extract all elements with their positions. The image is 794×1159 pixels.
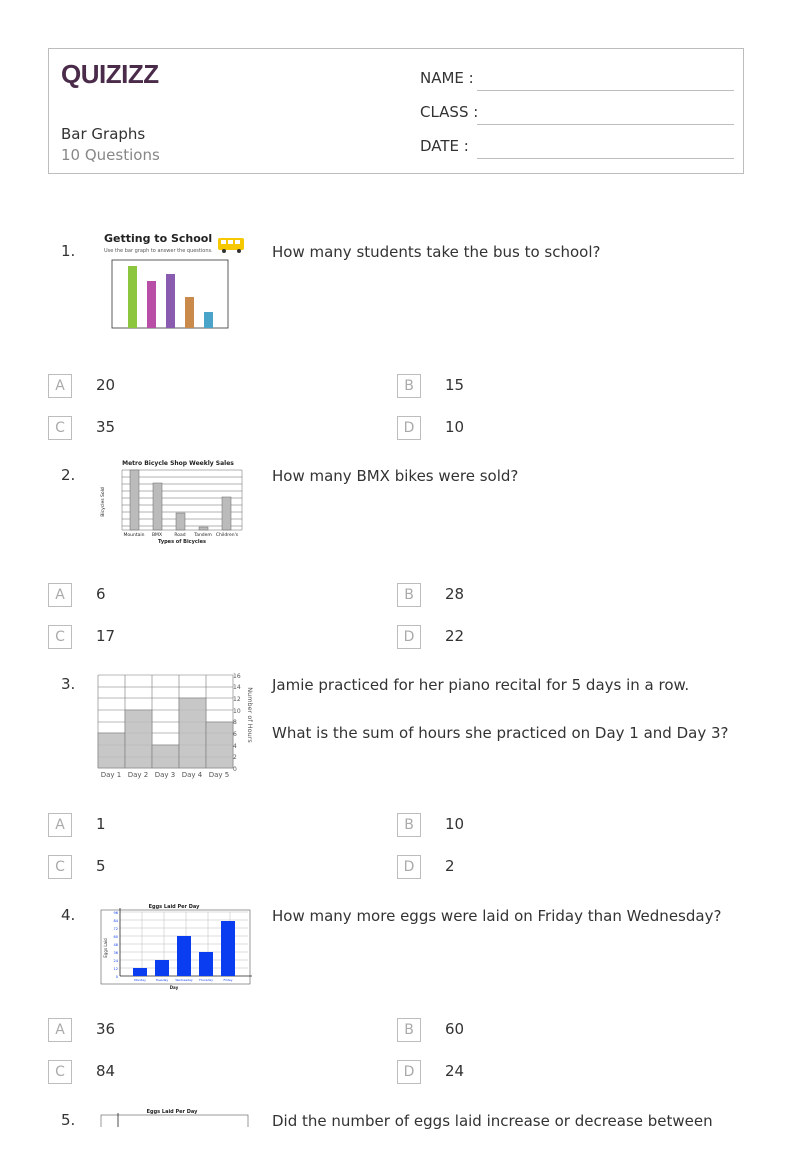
- option-letter: B: [397, 813, 421, 837]
- bar: [199, 527, 208, 530]
- question-number: 5.: [61, 1111, 76, 1129]
- bar: [222, 497, 231, 530]
- bar: [133, 968, 147, 976]
- y-axis-label: Number of Hours: [246, 687, 254, 743]
- graph-title: Eggs Laid Per Day: [146, 1109, 198, 1115]
- question-number: 1.: [61, 242, 76, 260]
- tick-label: Friday: [223, 978, 233, 982]
- question-number: 4.: [61, 906, 76, 924]
- option-letter: C: [48, 416, 72, 440]
- getting-to-school-bar-graph: [96, 232, 252, 348]
- option-value: 6: [96, 585, 106, 603]
- option-letter: D: [397, 416, 421, 440]
- tick-label: Tandem: [194, 533, 212, 538]
- option-value: 1: [96, 815, 106, 833]
- tick-label: 8: [233, 719, 237, 726]
- option-letter: B: [397, 374, 421, 398]
- option-letter: D: [397, 625, 421, 649]
- option-value: 2: [445, 857, 455, 875]
- school-bus-icon: [218, 238, 244, 253]
- option-value: 28: [445, 585, 465, 603]
- class-label: CLASS :: [420, 103, 479, 121]
- tick-label: 36: [113, 951, 118, 955]
- question-line: How many more eggs were laid on Friday than Wednesday?: [272, 907, 722, 925]
- question-number: 3.: [61, 675, 76, 693]
- question-line: Jamie practiced for her piano recital for 5 days in a row.: [272, 676, 690, 694]
- question-text: [272, 242, 732, 290]
- tick-label: Thursday: [199, 978, 213, 982]
- tick-label: 96: [113, 911, 118, 915]
- x-axis-label: Types of Bicycles: [158, 539, 206, 545]
- bar: [204, 312, 213, 328]
- plot-frame: [101, 1115, 248, 1127]
- question-line: What is the sum of hours she practiced on Day 1 and Day 3?: [272, 724, 729, 742]
- tick-label: 4: [233, 743, 237, 750]
- option-value: 84: [96, 1062, 116, 1080]
- bicycle-sales-bar-graph: [96, 456, 246, 548]
- x-axis-label: Day: [169, 985, 179, 990]
- question-count: 10 Questions: [61, 146, 160, 164]
- worksheet-title: Bar Graphs: [61, 125, 146, 143]
- tick-label: 14: [233, 684, 241, 691]
- option-value: 35: [96, 418, 116, 436]
- bar: [125, 710, 152, 768]
- bar: [176, 513, 185, 530]
- option-letter: C: [48, 1060, 72, 1084]
- eggs-laid-bar-graph: [100, 1107, 250, 1127]
- tick-label: Day 5: [208, 771, 230, 779]
- tick-label: 16: [233, 673, 241, 680]
- graph-title: Getting to School: [104, 232, 213, 245]
- tick-label: 2: [233, 754, 237, 761]
- option-value: 17: [96, 627, 116, 645]
- question-line: Did the number of eggs laid increase or decrease between: [272, 1112, 713, 1130]
- class-line: [477, 124, 734, 125]
- tick-label: Road: [174, 533, 186, 538]
- option-letter: D: [397, 1060, 421, 1084]
- option-value: 24: [445, 1062, 465, 1080]
- bar: [130, 470, 139, 530]
- tick-label: BMX: [151, 533, 163, 538]
- tick-label: Monday: [134, 978, 146, 982]
- bar: [152, 745, 179, 768]
- tick-label: 72: [113, 927, 118, 931]
- tick-label: Day 1: [100, 771, 122, 779]
- date-label: DATE :: [420, 137, 469, 155]
- quizizz-logo: QUIZIZZ: [61, 59, 159, 89]
- tick-label: Day 4: [181, 771, 203, 779]
- name-label: NAME :: [420, 69, 474, 87]
- question-number: 2.: [61, 466, 76, 484]
- tick-label: 60: [113, 935, 118, 939]
- name-line: [477, 90, 734, 91]
- question-line: How many BMX bikes were sold?: [272, 467, 519, 485]
- tick-label: 48: [113, 943, 118, 947]
- y-axis-label: Bicycles Sold: [101, 487, 106, 517]
- tick-label: 0: [115, 975, 118, 979]
- option-letter: C: [48, 855, 72, 879]
- bar: [221, 921, 235, 976]
- bar: [177, 936, 191, 976]
- bar: [155, 960, 169, 976]
- option-value: 60: [445, 1020, 465, 1038]
- option-value: 36: [96, 1020, 116, 1038]
- graph-title: Metro Bicycle Shop Weekly Sales: [122, 460, 234, 467]
- tick-label: Day 3: [154, 771, 176, 779]
- graph-subtitle: Use the bar graph to answer the questions.: [104, 248, 213, 254]
- bar: [98, 733, 125, 768]
- question-text: [272, 466, 732, 514]
- class-field[interactable]: [420, 101, 734, 125]
- bar: [147, 281, 156, 328]
- tick-label: 12: [113, 967, 118, 971]
- bar: [166, 274, 175, 328]
- date-line: [477, 158, 734, 159]
- bar: [128, 266, 137, 328]
- bar: [185, 297, 194, 328]
- date-field[interactable]: [420, 135, 734, 159]
- option-value: 5: [96, 857, 106, 875]
- tick-label: 10: [233, 708, 241, 715]
- option-value: 20: [96, 376, 116, 394]
- y-axis-label: Eggs Laid: [103, 938, 108, 958]
- tick-label: 84: [113, 919, 118, 923]
- bar: [199, 952, 213, 976]
- tick-label: Wednesday: [175, 978, 193, 982]
- option-letter: B: [397, 583, 421, 607]
- tick-label: 12: [233, 696, 241, 703]
- question-text: [272, 675, 732, 771]
- option-value: 22: [445, 627, 465, 645]
- tick-label: Children's: [215, 533, 239, 538]
- option-letter: A: [48, 813, 72, 837]
- tick-label: Mountain: [123, 533, 145, 538]
- eggs-laid-bar-graph: [100, 902, 256, 994]
- tick-label: Tuesday: [155, 978, 169, 982]
- tick-label: 0: [233, 766, 237, 773]
- graph-title: Eggs Laid Per Day: [148, 904, 200, 910]
- question-text: [272, 1111, 732, 1159]
- bar: [179, 698, 206, 768]
- question-text: [272, 906, 732, 954]
- name-field[interactable]: [420, 67, 734, 91]
- option-letter: A: [48, 374, 72, 398]
- option-value: 10: [445, 418, 465, 436]
- tick-label: 6: [233, 731, 237, 738]
- bar: [206, 722, 233, 768]
- option-letter: A: [48, 1018, 72, 1042]
- option-letter: C: [48, 625, 72, 649]
- bar: [153, 483, 162, 530]
- worksheet-header: [48, 48, 744, 174]
- option-value: 10: [445, 815, 465, 833]
- tick-label: Day 2: [127, 771, 149, 779]
- option-letter: B: [397, 1018, 421, 1042]
- piano-practice-bar-graph: [96, 673, 256, 789]
- option-letter: D: [397, 855, 421, 879]
- option-value: 15: [445, 376, 465, 394]
- option-letter: A: [48, 583, 72, 607]
- tick-label: 24: [113, 959, 118, 963]
- question-line: How many students take the bus to school?: [272, 243, 601, 261]
